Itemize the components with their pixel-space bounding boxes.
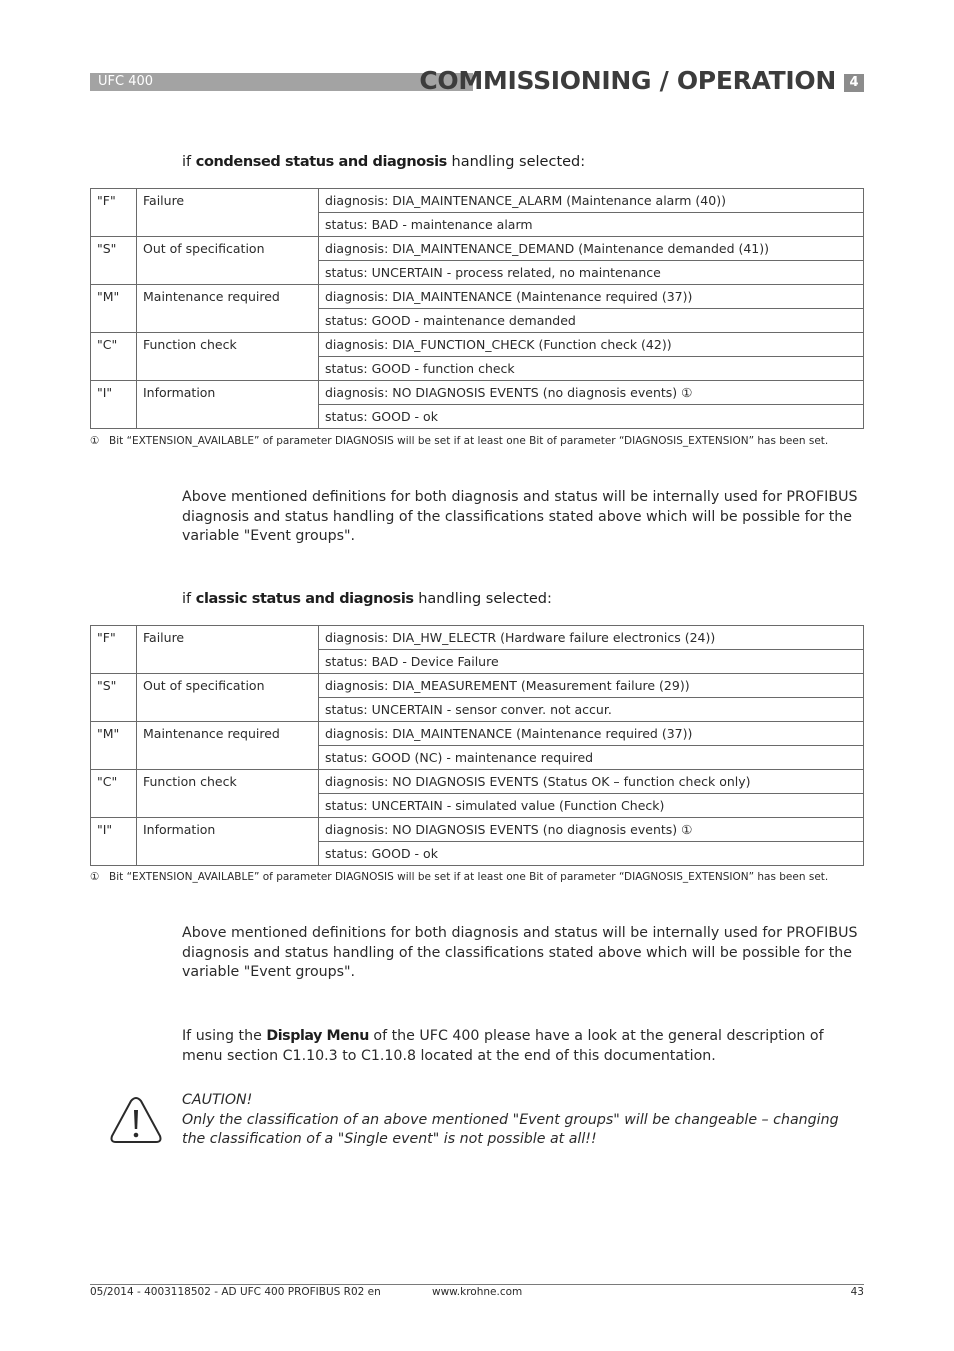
condensed-heading: if condensed status and diagnosis handling selected: [182,154,586,170]
status-cell: status: GOOD - ok [319,405,864,429]
condensed-heading-bold: condensed status and diagnosis [195,154,447,170]
table-row [91,818,864,842]
footnote [90,868,864,886]
product-name: UFC 400 [98,74,154,89]
status-cell: status: GOOD - function check [319,357,864,381]
classification-name: Maintenance required [137,722,319,770]
classification-code: "S" [91,237,137,285]
classic-status-table [90,625,864,866]
caution-note [182,1091,864,1150]
footer-divider [90,1284,864,1285]
diagnosis-cell: diagnosis: DIA_MAINTENANCE (Maintenance required (37)) [319,285,864,309]
table-row [91,722,864,746]
diagnosis-cell: diagnosis: DIA_MAINTENANCE_ALARM (Maintenance alarm (40)) [319,189,864,213]
chapter-number: 4 [844,74,864,92]
diagnosis-cell: diagnosis: DIA_HW_ELECTR (Hardware failure electronics (24)) [319,626,864,650]
classification-code: "I" [91,381,137,429]
classification-name: Function check [137,770,319,818]
table-row [91,674,864,698]
diagnosis-cell: diagnosis: NO DIAGNOSIS EVENTS (Status OK – function check only) [319,770,864,794]
footnote-text: Bit “EXTENSION_AVAILABLE” of parameter DIAGNOSIS will be set if at least one Bit of parameter “DIAGNOSIS_EXTENSION” has been set. [109,435,829,447]
diagnosis-cell: diagnosis: DIA_FUNCTION_CHECK (Function check (42)) [319,333,864,357]
classification-code: "M" [91,722,137,770]
classification-name: Out of specification [137,237,319,285]
table-row [91,333,864,357]
status-cell: status: UNCERTAIN - simulated value (Function Check) [319,794,864,818]
display-menu-term: Display Menu [266,1028,369,1044]
table-row [91,285,864,309]
caution-title: CAUTION! [182,1092,253,1108]
classification-name: Failure [137,189,319,237]
website-link[interactable]: www.krohne.com [432,1286,523,1298]
classification-code: "F" [91,626,137,674]
table-row [91,770,864,794]
classification-code: "C" [91,333,137,381]
diagnosis-cell: diagnosis: NO DIAGNOSIS EVENTS (no diagnosis events) ① [319,818,864,842]
classic-heading: if classic status and diagnosis handling selected: [182,591,552,607]
classification-code: "S" [91,674,137,722]
warning-triangle-icon [110,1096,162,1144]
diagnosis-cell: diagnosis: NO DIAGNOSIS EVENTS (no diagnosis events) ① [319,381,864,405]
status-cell: status: GOOD (NC) - maintenance required [319,746,864,770]
status-cell: status: UNCERTAIN - process related, no maintenance [319,261,864,285]
document-id: 05/2014 - 4003118502 - AD UFC 400 PROFIBUS R02 en [90,1286,381,1298]
table-row [91,626,864,650]
table-row [91,381,864,405]
condensed-status-table [90,188,864,429]
caution-text: Only the classification of an above mentioned "Event groups" will be changeable – changing the classification of a "Single event" is not possible at all!! [182,1111,839,1147]
classification-code: "M" [91,285,137,333]
footnote-marker: ① [90,435,100,447]
page-header [90,66,864,95]
table-row [91,237,864,261]
footnote-marker: ① [90,871,100,883]
table-row [91,189,864,213]
page-number: 43 [850,1286,864,1298]
footnote-text: Bit “EXTENSION_AVAILABLE” of parameter DIAGNOSIS will be set if at least one Bit of parameter “DIAGNOSIS_EXTENSION” has been set. [109,871,829,883]
section-title: COMMISSIONING / OPERATION [419,66,836,95]
diagnosis-cell: diagnosis: DIA_MAINTENANCE (Maintenance required (37)) [319,722,864,746]
definitions-paragraph: Above mentioned definitions for both diagnosis and status will be internally used for PROFIBUS diagnosis and status handling of the classifications stated above which will be possible for the variable "Event groups". [182,925,858,980]
classification-code: "F" [91,189,137,237]
classification-name: Out of specification [137,674,319,722]
classification-name: Information [137,381,319,429]
classic-heading-bold: classic status and diagnosis [195,591,414,607]
classification-code: "C" [91,770,137,818]
diagnosis-cell: diagnosis: DIA_MAINTENANCE_DEMAND (Maintenance demanded (41)) [319,237,864,261]
status-cell: status: GOOD - maintenance demanded [319,309,864,333]
diagnosis-cell: diagnosis: DIA_MEASUREMENT (Measurement failure (29)) [319,674,864,698]
classification-name: Failure [137,626,319,674]
footnote [90,432,864,450]
status-cell: status: BAD - maintenance alarm [319,213,864,237]
classification-code: "I" [91,818,137,866]
classification-name: Information [137,818,319,866]
display-menu-paragraph: If using the Display Menu of the UFC 400 please have a look at the general description of menu section C1.10.3 to C1.10.8 located at the end of this documentation. [182,1028,824,1064]
status-cell: status: BAD - Device Failure [319,650,864,674]
classification-name: Maintenance required [137,285,319,333]
classification-name: Function check [137,333,319,381]
definitions-paragraph: Above mentioned definitions for both diagnosis and status will be internally used for PROFIBUS diagnosis and status handling of the classifications stated above which will be possible for the variable "Event groups". [182,489,858,544]
status-cell: status: UNCERTAIN - sensor conver. not accur. [319,698,864,722]
status-cell: status: GOOD - ok [319,842,864,866]
